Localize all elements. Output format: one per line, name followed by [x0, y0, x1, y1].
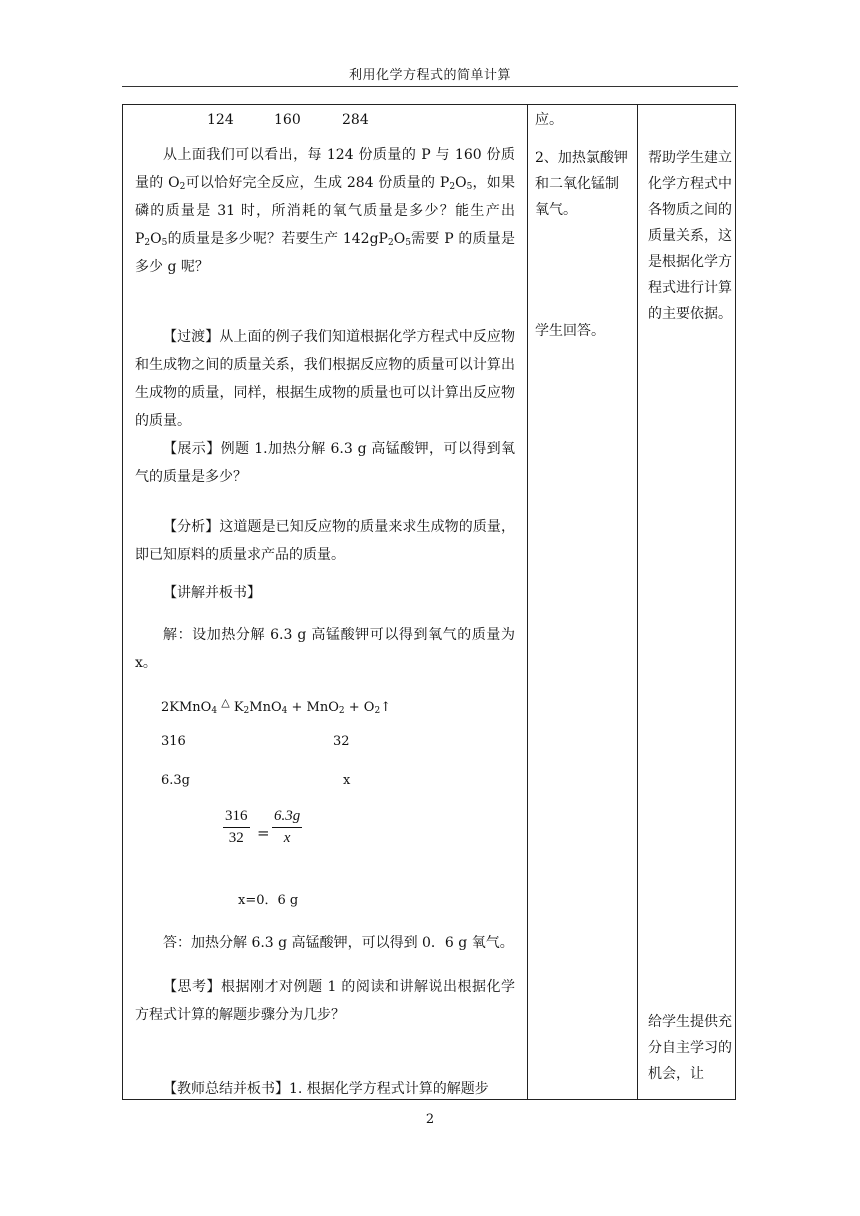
- mass-316: 316: [161, 734, 186, 749]
- mass-160: 160: [274, 112, 301, 128]
- board-title: 【讲解并板书】: [163, 585, 261, 601]
- mass-124: 124: [207, 112, 234, 128]
- given-mass: 6.3g: [161, 773, 190, 788]
- header-rule: [122, 86, 738, 87]
- equals-sign: =: [257, 824, 270, 842]
- student-column: [528, 105, 636, 1099]
- chemical-equation: 2KMnO$_4$ △ $K_2MnO_4 + MnO_2$ + $O_2↑$: [161, 696, 392, 716]
- summary-line: 【教师总结并板书】1. 根据化学方程式计算的解题步: [163, 1081, 489, 1097]
- intent-column: [638, 105, 736, 1099]
- page-number: 2: [425, 1112, 435, 1127]
- gas-arrow-icon: ↑: [380, 700, 392, 715]
- student-line-1: 应。: [535, 112, 563, 128]
- fraction-316-32: 316 32: [225, 808, 248, 846]
- think-paragraph: 【思考】根据刚才对例题 1 的阅读和讲解说出根据化学方程式计算的解题步骤分为几步？: [135, 979, 515, 1023]
- intro-paragraph: 从上面我们可以看出，每 124 份质量的 P 与 160 份质量的 $O_2$可以恰好完全反应，生成 284 份质量的 $P_2O_5$，如果磷的质量是 31 时，所消耗的氧气质量是多少？能生产出 $P_2O_5$的质量是多少呢？若要生产 $142gP_2O_5$需要 P 的质量是多少 g 呢？: [135, 147, 516, 275]
- intent-block-1: 帮助学生建立化学方程式中各物质之间的质量关系，这是根据化学方程式进行计算的主要依据。: [648, 150, 732, 322]
- teacher-column: [123, 105, 527, 1099]
- mass-32: 32: [333, 734, 350, 749]
- fraction-63g-x: 6.3g x: [274, 808, 301, 846]
- result-line: x=0．6 g: [238, 893, 299, 908]
- analysis-paragraph: 【分析】这道题是已知反应物的质量来求生成物的质量，即已知原料的质量求产品的质量。: [135, 519, 515, 563]
- solution-paragraph: 解：设加热分解 6.3 g 高锰酸钾可以得到氧气的质量为 x。: [135, 627, 515, 671]
- student-item-2: 2、加热氯酸钾和二氧化锰制氧气。: [535, 150, 628, 218]
- mass-284: 284: [342, 112, 369, 128]
- show-paragraph: 【展示】例题 1.加热分解 6.3 g 高锰酸钾，可以得到氧气的质量是多少？: [135, 441, 515, 485]
- lesson-table: [122, 104, 736, 1100]
- unknown-x: x: [343, 773, 351, 788]
- intent-block-2: 给学生提供充分自主学习的机会，让: [648, 1014, 732, 1082]
- transition-paragraph: 【过渡】从上面的例子我们知道根据化学方程式中反应物和生成物之间的质量关系，我们根据反应物的质量可以计算出生成物的质量，同样，根据生成物的质量也可以计算出反应物的质量。: [135, 329, 515, 429]
- page-header-title: 利用化学方程式的简单计算: [348, 68, 511, 83]
- student-answer: 学生回答。: [535, 323, 605, 339]
- heat-condition-symbol: △: [221, 696, 230, 709]
- answer-paragraph: 答：加热分解 6.3 g 高锰酸钾，可以得到 0．6 g 氧气。: [163, 935, 514, 951]
